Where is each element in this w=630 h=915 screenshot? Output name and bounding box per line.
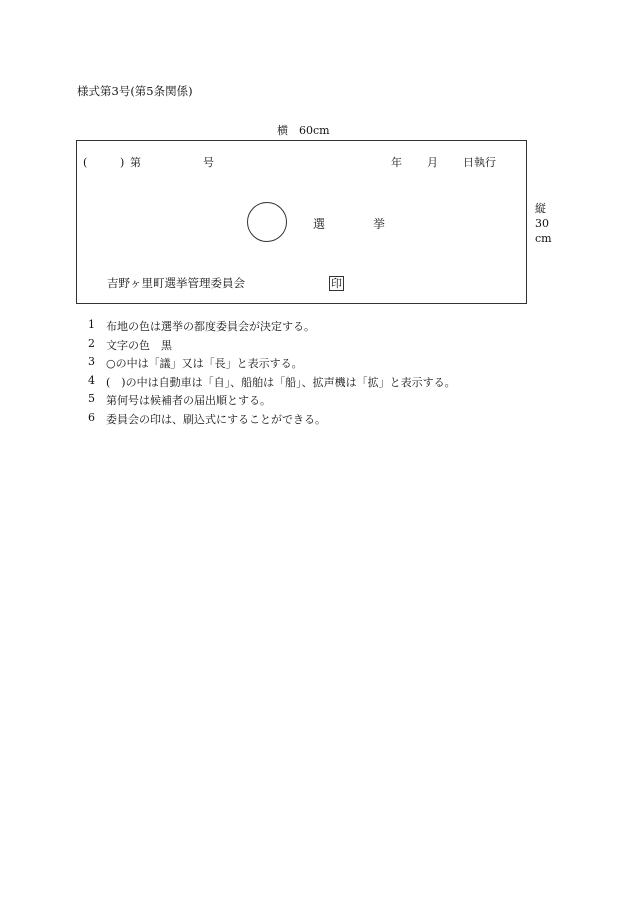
note-number: 1: [88, 318, 95, 331]
date-day-execution: 日執行: [463, 156, 496, 169]
note-text: 委員会の印は、刷込式にすることができる。: [106, 412, 326, 426]
note-text: 布地の色は選挙の都度委員会が決定する。: [106, 320, 315, 333]
note-text: 文字の色 黒: [106, 338, 172, 352]
note-text: ○の中は「議」又は「長」と表示する。: [106, 357, 303, 371]
committee-name: 吉野ヶ里町選挙管理委員会: [107, 276, 245, 290]
seal-stamp-box: 印: [331, 277, 342, 290]
height-label-line: 30: [535, 217, 549, 230]
note-number: 3: [88, 355, 95, 369]
date-year: 年: [391, 156, 402, 169]
note-number: 6: [88, 410, 95, 424]
number-paren-close: ): [120, 156, 125, 169]
note-number: 2: [88, 336, 95, 350]
sign-layout-box: [76, 140, 527, 304]
width-dimension-label: 横 60cm: [277, 124, 330, 137]
circle-mark-icon: [247, 202, 287, 242]
election-label-char: 選: [313, 217, 326, 231]
note-text: ( )の中は自動車は「自」、船舶は「船」、拡声機は「拡」と表示する。: [106, 375, 456, 389]
form-heading: 様式第3号(第5条関係): [77, 84, 193, 98]
height-label-line: cm: [535, 232, 552, 245]
height-dimension-label: [535, 201, 553, 246]
election-label-char: 挙: [373, 217, 386, 231]
note-number: 5: [88, 392, 95, 406]
height-label-line: 縦: [535, 202, 546, 215]
note-text: 第何号は候補者の届出順とする。: [106, 394, 271, 408]
number-prefix: 第: [130, 156, 141, 169]
note-number: 4: [88, 373, 95, 387]
number-suffix: 号: [203, 156, 214, 169]
date-month: 月: [427, 156, 438, 169]
number-paren-open: (: [83, 156, 88, 169]
